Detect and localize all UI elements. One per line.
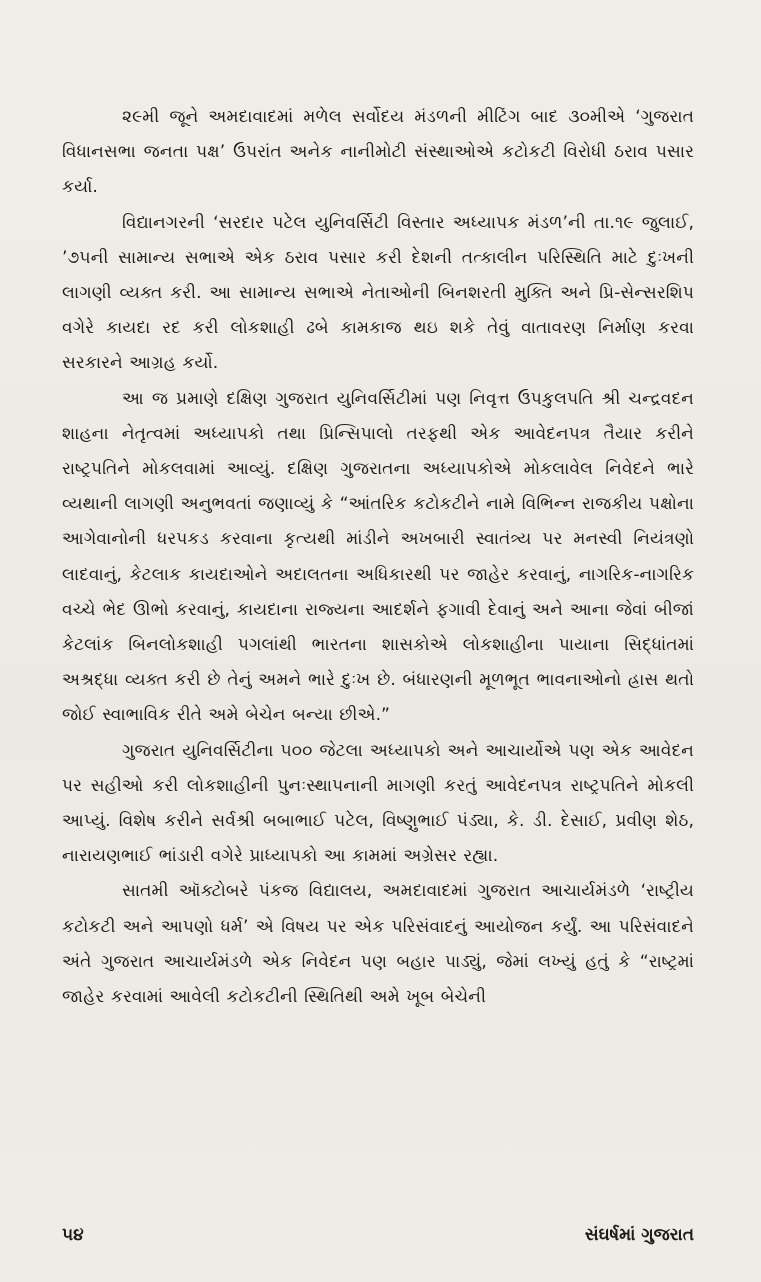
paragraph-principals-seminar: સાતમી ઑક્ટોબરે પંકજ વિદ્યાલય, અમદાવાદમાં ગુજરાત આચાર્યમંડળે ‘રાષ્ટ્રીય કટોકટી અને આપણો ધર્મ’ એ વિષય પર એક પરિસંવાદનું આયોજન કર્યું. આ પરિસંવાદને અંતે ગુજરાત આચાર્યમંડળે એક નિવેદન પણ બહાર પાડ્યું, જેમાં લખ્યું હતું કે “રાષ્ટ્રમાં જાહેર કરવામાં આવેલી કટોકટીની સ્થિતિથી અમે ખૂબ બેચેની (62, 881, 694, 1008)
paragraph-vidyanagar-teachers: વિદ્યાનગરની ‘સરદાર પટેલ યુનિવર્સિટી વિસ્તાર અધ્યાપક મંડળ’ની તા.૧૯ જુલાઈ, ’૭૫ની સામાન્ય સભાએ એક ઠરાવ પસાર કરી દેશની તત્કાલીન પરિસ્થિતિ માટે દુઃખની લાગણી વ્યક્ત કરી. આ સામાન્ય સભાએ નેતાઓની બિનશરતી મુક્તિ અને પ્રિ-સેન્સરશિપ વગેરે કાયદા રદ કરી લોકશાહી ઢબે કામકાજ થઇ શકે તેવું વાતાવરણ નિર્માણ કરવા સરકારને આગ્રહ કર્યો. (62, 212, 694, 374)
paragraph-sarvodaya-resolution: ૨૯મી જૂને અમદાવાદમાં મળેલ સર્વોદય મંડળની મીટિંગ બાદ ૩૦મીએ ‘ગુજરાત વિધાનસભા જનતા પક્ષ’ ઉપરાંત અનેક નાનીમોટી સંસ્થાઓએ કટોકટી વિરોધી ઠરાવ પસાર કર્યા. (62, 107, 694, 198)
running-title: સંઘર્ષમાં ગુજરાત (584, 1225, 694, 1245)
paragraph-gujarat-university-petition: ગુજરાત યુનિવર્સિટીના ૫૦૦ જેટલા અધ્યાપકો અને આચાર્યોએ પણ એક આવેદન પર સહીઓ કરી લોકશાહીની પુનઃસ્થાપનાની માગણી કરતું આવેદનપત્ર રાષ્ટ્રપતિને મોકલી આપ્યું. વિશેષ કરીને સર્વશ્રી બબાભાઈ પટેલ, વિષ્ણુભાઈ પંડ્યા, કે. ડી. દેસાઈ, પ્રવીણ શેઠ, નારાયણભાઈ ભાંડારી વગેરે પ્રાધ્યાપકો આ કામમાં અગ્રેસર રહ્યા. (62, 740, 694, 867)
page-number: ૫૪ (62, 1225, 84, 1245)
page-footer (62, 1225, 694, 1245)
body-text (62, 100, 694, 1015)
paragraph-south-gujarat-university: આ જ પ્રમાણે દક્ષિણ ગુજરાત યુનિવર્સિટીમાં પણ નિવૃત્ત ઉપકુલપતિ શ્રી ચન્દ્રવદન શાહના નેતૃત્વમાં અધ્યાપકો તથા પ્રિન્સિપાલો તરફથી એક આવેદનપત્ર તૈયાર કરીને રાષ્ટ્રપતિને મોકલવામાં આવ્યું. દક્ષિણ ગુજરાતના અધ્યાપકોએ મોકલાવેલ નિવેદને ભારે વ્યથાની લાગણી અનુભવતાં જણાવ્યું કે “આંતરિક કટોકટીને નામે વિભિન્ન રાજકીય પક્ષોના આગેવાનોની ધરપકડ કરવાના કૃત્યથી માંડીને અખબારી સ્વાતંત્ર્ય પર મનસ્વી નિયંત્રણો લાદવાનું, કેટલાક કાયદાઓને અદાલતના અધિકારથી પર જાહેર કરવાનું, નાગરિક-નાગરિક વચ્ચે ભેદ ઊભો કરવાનું, કાયદાના રાજ્યના આદર્શને ફગાવી દેવાનું અને આના જેવાં બીજાં કેટલાંક બિનલોકશાહી પગલાંથી ભારતના શાસકોએ લોકશાહીના પાયાના સિદ્ધાંતમાં અશ્રદ્ધા વ્યક્ત કરી છે તેનું અમને ભારે દુઃખ છે. બંધારણની મૂળભૂત ભાવનાઓનો હ્રાસ થતો જોઈ સ્વાભાવિક રીતે અમે બેચેન બન્યા છીએ.” (62, 388, 694, 726)
